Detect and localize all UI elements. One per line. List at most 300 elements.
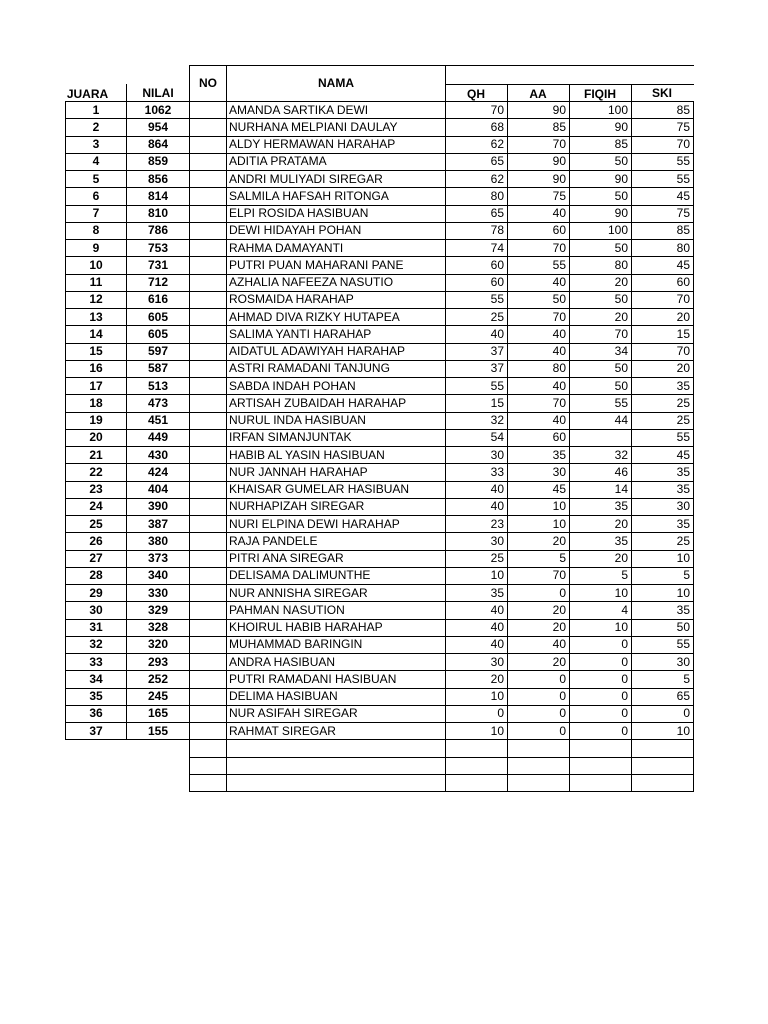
- no-cell: [190, 102, 227, 119]
- aa-cell: 5: [508, 550, 570, 567]
- nilai-cell: 712: [127, 274, 190, 291]
- nilai-cell: 330: [127, 585, 190, 602]
- rank-row: [66, 205, 190, 222]
- table-row: [190, 326, 694, 343]
- juara-cell: 32: [66, 636, 127, 653]
- rank-row: [66, 326, 190, 343]
- rank-row: [66, 378, 190, 395]
- table-row: [190, 498, 694, 515]
- fiqih-cell: 50: [570, 240, 632, 257]
- fiqih-cell: 20: [570, 309, 632, 326]
- empty-cell: [508, 774, 570, 791]
- no-cell: [190, 654, 227, 671]
- ski-cell: 70: [632, 291, 694, 308]
- aa-cell: 70: [508, 240, 570, 257]
- fiqih-cell: [570, 429, 632, 446]
- fiqih-cell: 0: [570, 723, 632, 740]
- no-cell: [190, 464, 227, 481]
- qh-cell: 37: [446, 360, 508, 377]
- aa-cell: 10: [508, 498, 570, 515]
- fiqih-cell: 32: [570, 447, 632, 464]
- fiqih-cell: 4: [570, 602, 632, 619]
- aa-cell: 70: [508, 395, 570, 412]
- aa-cell: 40: [508, 378, 570, 395]
- qh-cell: 55: [446, 378, 508, 395]
- rank-row: [66, 567, 190, 584]
- empty-cell: [190, 757, 227, 774]
- fiqih-cell: 0: [570, 705, 632, 722]
- nilai-cell: 864: [127, 136, 190, 153]
- rank-row: [66, 153, 190, 170]
- ski-cell: 10: [632, 585, 694, 602]
- nama-cell: IRFAN SIMANJUNTAK: [227, 429, 446, 446]
- juara-cell: 33: [66, 654, 127, 671]
- empty-cell: [570, 757, 632, 774]
- table-row: [190, 378, 694, 395]
- fiqih-cell: 0: [570, 636, 632, 653]
- qh-cell: 15: [446, 395, 508, 412]
- nilai-cell: 597: [127, 343, 190, 360]
- ski-cell: 15: [632, 326, 694, 343]
- rank-row: [66, 429, 190, 446]
- nama-cell: NURI ELPINA DEWI HARAHAP: [227, 516, 446, 533]
- aa-cell: 75: [508, 188, 570, 205]
- rank-row: [66, 688, 190, 705]
- aa-cell: 80: [508, 360, 570, 377]
- fiqih-cell: 44: [570, 412, 632, 429]
- ski-cell: 45: [632, 188, 694, 205]
- nama-cell: ALDY HERMAWAN HARAHAP: [227, 136, 446, 153]
- fiqih-cell: 55: [570, 395, 632, 412]
- fiqih-cell: 20: [570, 550, 632, 567]
- ski-cell: 85: [632, 102, 694, 119]
- no-cell: [190, 274, 227, 291]
- rank-row: [66, 309, 190, 326]
- no-cell: [190, 533, 227, 550]
- aa-cell: 90: [508, 102, 570, 119]
- fiqih-cell: 0: [570, 671, 632, 688]
- no-cell: [190, 240, 227, 257]
- nama-cell: ANDRI MULIYADI SIREGAR: [227, 171, 446, 188]
- ski-cell: 50: [632, 619, 694, 636]
- qh-cell: 80: [446, 188, 508, 205]
- aa-cell: 0: [508, 671, 570, 688]
- ski-cell: 55: [632, 171, 694, 188]
- juara-cell: 11: [66, 274, 127, 291]
- ski-cell: 35: [632, 602, 694, 619]
- fiqih-cell: 35: [570, 533, 632, 550]
- nilai-cell: 605: [127, 309, 190, 326]
- nilai-cell: 387: [127, 516, 190, 533]
- nama-cell: NUR ANNISHA SIREGAR: [227, 585, 446, 602]
- table-row: [190, 447, 694, 464]
- empty-cell: [632, 740, 694, 757]
- juara-cell: 2: [66, 119, 127, 136]
- qh-cell: 30: [446, 533, 508, 550]
- no-cell: [190, 291, 227, 308]
- no-cell: [190, 619, 227, 636]
- juara-cell: 17: [66, 378, 127, 395]
- empty-cell: [570, 740, 632, 757]
- juara-cell: 5: [66, 171, 127, 188]
- rank-row: [66, 671, 190, 688]
- table-row: [190, 153, 694, 170]
- qh-cell: 33: [446, 464, 508, 481]
- rank-row: [66, 412, 190, 429]
- juara-cell: 25: [66, 516, 127, 533]
- ski-cell: 25: [632, 395, 694, 412]
- nilai-cell: 380: [127, 533, 190, 550]
- nama-cell: HABIB AL YASIN HASIBUAN: [227, 447, 446, 464]
- rank-row: [66, 274, 190, 291]
- aa-cell: 45: [508, 481, 570, 498]
- table-row: [190, 222, 694, 239]
- ski-cell: 85: [632, 222, 694, 239]
- nilai-cell: 859: [127, 153, 190, 170]
- empty-cell: [227, 774, 446, 791]
- no-cell: [190, 481, 227, 498]
- fiqih-cell: 50: [570, 378, 632, 395]
- juara-cell: 20: [66, 429, 127, 446]
- aa-cell: 40: [508, 205, 570, 222]
- no-cell: [190, 309, 227, 326]
- aa-cell: 85: [508, 119, 570, 136]
- ski-cell: 0: [632, 705, 694, 722]
- no-cell: [190, 412, 227, 429]
- nama-cell: NUR ASIFAH SIREGAR: [227, 705, 446, 722]
- no-cell: [190, 360, 227, 377]
- table-row: [190, 274, 694, 291]
- table-row: [190, 464, 694, 481]
- aa-cell: 40: [508, 636, 570, 653]
- fiqih-cell: 50: [570, 360, 632, 377]
- qh-cell: 78: [446, 222, 508, 239]
- juara-cell: 28: [66, 567, 127, 584]
- nilai-cell: 404: [127, 481, 190, 498]
- rank-table: [65, 101, 190, 740]
- juara-cell: 24: [66, 498, 127, 515]
- juara-cell: 1: [66, 102, 127, 119]
- ski-cell: 55: [632, 636, 694, 653]
- fiqih-cell: 90: [570, 171, 632, 188]
- nilai-cell: 786: [127, 222, 190, 239]
- rank-row: [66, 171, 190, 188]
- nama-cell: ARTISAH ZUBAIDAH HARAHAP: [227, 395, 446, 412]
- fiqih-cell: 14: [570, 481, 632, 498]
- no-cell: [190, 136, 227, 153]
- nilai-cell: 424: [127, 464, 190, 481]
- rank-row: [66, 257, 190, 274]
- table-row: [190, 585, 694, 602]
- nama-cell: NUR JANNAH HARAHAP: [227, 464, 446, 481]
- nilai-cell: 373: [127, 550, 190, 567]
- header-nilai: NILAI: [142, 86, 174, 100]
- nilai-cell: 616: [127, 291, 190, 308]
- ski-cell: 5: [632, 567, 694, 584]
- nilai-cell: 954: [127, 119, 190, 136]
- qh-cell: 0: [446, 705, 508, 722]
- no-cell: [190, 326, 227, 343]
- empty-cell: [227, 757, 446, 774]
- aa-cell: 60: [508, 222, 570, 239]
- no-cell: [190, 602, 227, 619]
- ski-cell: 35: [632, 481, 694, 498]
- aa-cell: 10: [508, 516, 570, 533]
- nilai-cell: 430: [127, 447, 190, 464]
- nilai-cell: 252: [127, 671, 190, 688]
- juara-cell: 16: [66, 360, 127, 377]
- aa-cell: 90: [508, 153, 570, 170]
- fiqih-cell: 0: [570, 688, 632, 705]
- qh-cell: 60: [446, 257, 508, 274]
- nilai-cell: 513: [127, 378, 190, 395]
- no-cell: [190, 378, 227, 395]
- table-row: [190, 136, 694, 153]
- rank-row: [66, 343, 190, 360]
- nilai-cell: 340: [127, 567, 190, 584]
- table-row: [190, 567, 694, 584]
- rank-row: [66, 498, 190, 515]
- ski-cell: 65: [632, 688, 694, 705]
- fiqih-cell: 90: [570, 205, 632, 222]
- rank-row: [66, 516, 190, 533]
- score-table: [189, 101, 694, 792]
- empty-cell: [190, 774, 227, 791]
- juara-cell: 36: [66, 705, 127, 722]
- no-cell: [190, 429, 227, 446]
- ski-cell: 70: [632, 136, 694, 153]
- juara-cell: 10: [66, 257, 127, 274]
- nama-cell: RAJA PANDELE: [227, 533, 446, 550]
- table-row: [190, 533, 694, 550]
- juara-cell: 34: [66, 671, 127, 688]
- qh-cell: 40: [446, 602, 508, 619]
- empty-cell: [508, 757, 570, 774]
- rank-row: [66, 119, 190, 136]
- table-row: [190, 171, 694, 188]
- rank-row: [66, 533, 190, 550]
- no-cell: [190, 188, 227, 205]
- nama-cell: KHOIRUL HABIB HARAHAP: [227, 619, 446, 636]
- rank-row: [66, 360, 190, 377]
- nama-cell: DEWI HIDAYAH POHAN: [227, 222, 446, 239]
- aa-cell: 70: [508, 567, 570, 584]
- ski-cell: 35: [632, 516, 694, 533]
- table-row: [190, 602, 694, 619]
- nama-cell: ROSMAIDA HARAHAP: [227, 291, 446, 308]
- no-cell: [190, 119, 227, 136]
- nama-cell: PUTRI PUAN MAHARANI PANE: [227, 257, 446, 274]
- qh-cell: 30: [446, 654, 508, 671]
- no-cell: [190, 705, 227, 722]
- ski-cell: 5: [632, 671, 694, 688]
- ski-cell: 45: [632, 447, 694, 464]
- qh-cell: 20: [446, 671, 508, 688]
- table-row: [190, 257, 694, 274]
- no-cell: [190, 550, 227, 567]
- no-cell: [190, 257, 227, 274]
- fiqih-cell: 85: [570, 136, 632, 153]
- fiqih-cell: 10: [570, 619, 632, 636]
- no-cell: [190, 585, 227, 602]
- nama-cell: NURHAPIZAH SIREGAR: [227, 498, 446, 515]
- empty-cell: [190, 740, 227, 757]
- fiqih-cell: 70: [570, 326, 632, 343]
- rank-row: [66, 481, 190, 498]
- no-cell: [190, 222, 227, 239]
- table-row: [190, 636, 694, 653]
- qh-cell: 62: [446, 171, 508, 188]
- ski-cell: 45: [632, 257, 694, 274]
- no-cell: [190, 343, 227, 360]
- ski-cell: 55: [632, 429, 694, 446]
- empty-cell: [508, 740, 570, 757]
- juara-cell: 9: [66, 240, 127, 257]
- table-row: [190, 481, 694, 498]
- juara-cell: 12: [66, 291, 127, 308]
- juara-cell: 30: [66, 602, 127, 619]
- table-row: [190, 412, 694, 429]
- table-row: [190, 619, 694, 636]
- nama-cell: ADITIA PRATAMA: [227, 153, 446, 170]
- fiqih-cell: 50: [570, 188, 632, 205]
- no-cell: [190, 723, 227, 740]
- nama-cell: SALMILA HAFSAH RITONGA: [227, 188, 446, 205]
- aa-cell: 70: [508, 136, 570, 153]
- rank-row: [66, 291, 190, 308]
- nilai-cell: 320: [127, 636, 190, 653]
- ski-cell: 10: [632, 723, 694, 740]
- nilai-cell: 856: [127, 171, 190, 188]
- nilai-cell: 731: [127, 257, 190, 274]
- table-row: [190, 723, 694, 740]
- rank-row: [66, 464, 190, 481]
- qh-cell: 30: [446, 447, 508, 464]
- ski-cell: 35: [632, 464, 694, 481]
- table-row: [190, 688, 694, 705]
- no-cell: [190, 567, 227, 584]
- aa-cell: 0: [508, 705, 570, 722]
- juara-cell: 27: [66, 550, 127, 567]
- rank-row: [66, 602, 190, 619]
- header-nama: NAMA: [318, 76, 354, 90]
- ski-cell: 20: [632, 360, 694, 377]
- no-cell: [190, 636, 227, 653]
- qh-cell: 54: [446, 429, 508, 446]
- fiqih-cell: 20: [570, 274, 632, 291]
- nilai-cell: 451: [127, 412, 190, 429]
- qh-cell: 25: [446, 309, 508, 326]
- nama-cell: MUHAMMAD BARINGIN: [227, 636, 446, 653]
- table-row: [190, 671, 694, 688]
- ski-cell: 30: [632, 654, 694, 671]
- nama-cell: SALIMA YANTI HARAHAP: [227, 326, 446, 343]
- juara-cell: 37: [66, 723, 127, 740]
- aa-cell: 40: [508, 326, 570, 343]
- qh-cell: 60: [446, 274, 508, 291]
- ski-cell: 35: [632, 378, 694, 395]
- table-row: [190, 240, 694, 257]
- nilai-cell: 390: [127, 498, 190, 515]
- nama-cell: ELPI ROSIDA HASIBUAN: [227, 205, 446, 222]
- aa-cell: 20: [508, 654, 570, 671]
- qh-cell: 10: [446, 688, 508, 705]
- aa-cell: 30: [508, 464, 570, 481]
- juara-cell: 15: [66, 343, 127, 360]
- fiqih-cell: 20: [570, 516, 632, 533]
- nilai-cell: 587: [127, 360, 190, 377]
- empty-cell: [632, 774, 694, 791]
- qh-cell: 70: [446, 102, 508, 119]
- nilai-cell: 810: [127, 205, 190, 222]
- nilai-cell: 1062: [127, 102, 190, 119]
- no-cell: [190, 688, 227, 705]
- ski-cell: 25: [632, 412, 694, 429]
- ski-cell: 25: [632, 533, 694, 550]
- nama-cell: ANDRA HASIBUAN: [227, 654, 446, 671]
- table-row: [190, 429, 694, 446]
- qh-cell: 40: [446, 636, 508, 653]
- header-top-line: [445, 65, 694, 66]
- nilai-cell: 245: [127, 688, 190, 705]
- ski-cell: 20: [632, 309, 694, 326]
- qh-cell: 23: [446, 516, 508, 533]
- empty-cell: [632, 757, 694, 774]
- nilai-cell: 449: [127, 429, 190, 446]
- qh-cell: 40: [446, 481, 508, 498]
- juara-cell: 3: [66, 136, 127, 153]
- qh-cell: 55: [446, 291, 508, 308]
- ski-cell: 80: [632, 240, 694, 257]
- juara-cell: 7: [66, 205, 127, 222]
- nama-cell: NURUL INDA HASIBUAN: [227, 412, 446, 429]
- aa-cell: 40: [508, 343, 570, 360]
- table-row: [190, 119, 694, 136]
- nilai-cell: 155: [127, 723, 190, 740]
- nilai-cell: 814: [127, 188, 190, 205]
- rank-row: [66, 550, 190, 567]
- header-no: NO: [199, 76, 217, 90]
- table-row: [190, 291, 694, 308]
- nama-cell: AZHALIA NAFEEZA NASUTIO: [227, 274, 446, 291]
- header-fiqih: FIQIH: [584, 87, 616, 101]
- nama-cell: PITRI ANA SIREGAR: [227, 550, 446, 567]
- qh-cell: 74: [446, 240, 508, 257]
- juara-cell: 19: [66, 412, 127, 429]
- no-cell: [190, 671, 227, 688]
- empty-cell: [446, 740, 508, 757]
- aa-cell: 50: [508, 291, 570, 308]
- aa-cell: 60: [508, 429, 570, 446]
- fiqih-cell: 80: [570, 257, 632, 274]
- aa-cell: 90: [508, 171, 570, 188]
- rank-row: [66, 102, 190, 119]
- no-cell: [190, 516, 227, 533]
- fiqih-cell: 5: [570, 567, 632, 584]
- header-qh: QH: [467, 87, 485, 101]
- rank-row: [66, 654, 190, 671]
- table-row: [190, 309, 694, 326]
- rank-row: [66, 240, 190, 257]
- empty-cell: [227, 740, 446, 757]
- qh-cell: 35: [446, 585, 508, 602]
- aa-cell: 20: [508, 619, 570, 636]
- no-cell: [190, 205, 227, 222]
- nilai-cell: 473: [127, 395, 190, 412]
- rank-row: [66, 447, 190, 464]
- nama-cell: AHMAD DIVA RIZKY HUTAPEA: [227, 309, 446, 326]
- qh-cell: 40: [446, 619, 508, 636]
